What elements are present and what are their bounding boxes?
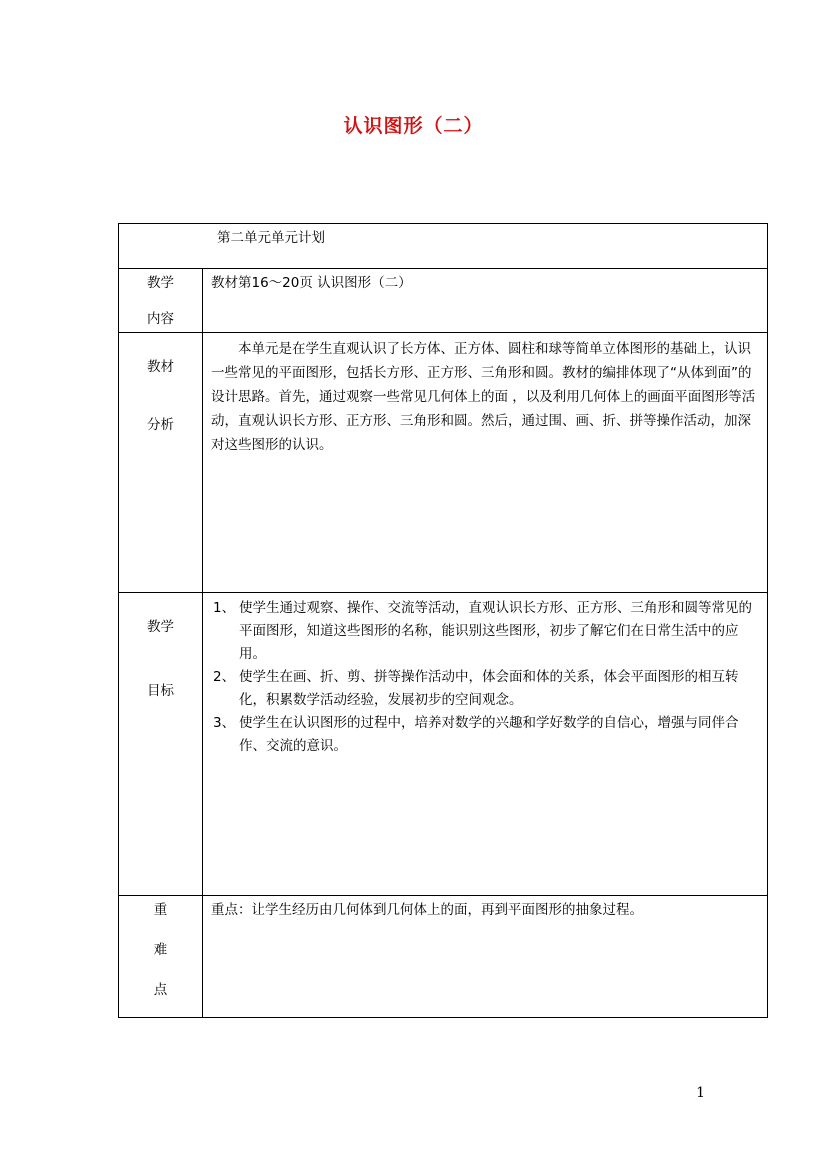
row-label-line: 重 [153,902,168,918]
row-label-line: 教学 [147,619,174,635]
row-label-content [119,269,203,333]
row-value-analysis [203,333,768,593]
goals-list [213,597,761,758]
analysis-text: 本单元是在学生直观认识了长方体、正方体、圆柱和球等简单立体图形的基础上，认识一些常见的平面图形，包括长方形、正方形、三角形和圆。教材的编排体现了“从体到面”的设计思路。首先，通过观察一些常见几何体上的面 ，以及利用几何体上的画面平面图形等活动，直观认识长方形、正方形、三角形和圆。然后，通过围、画、折、拼等操作活动，加深对这些图形的认识。 [211,341,756,453]
list-item [213,712,761,758]
unit-plan-header-cell [119,224,768,269]
row-value-content [203,269,768,333]
row-label-key-points [119,896,203,1018]
content-text: 教材第16～20页 认识图形（二） [211,275,412,291]
row-label-line: 内容 [147,311,174,327]
table-row [119,333,768,593]
unit-plan-heading: 第二单元单元计划 [217,230,325,246]
table-row [119,269,768,333]
unit-plan-table [118,223,768,1018]
row-label-line: 教学 [147,275,174,291]
key-points-text: 重点：让学生经历由几何体到几何体上的面，再到平面图形的抽象过程。 [211,902,643,918]
row-value-goals [203,593,768,896]
list-item [213,666,761,712]
goal-number: 2、 [213,669,236,685]
goal-text: 使学生在画、折、剪、拼等操作活动中，体会面和体的关系，体会平面图形的相互转化，积累数学活动经验，发展初步的空间观念。 [239,669,739,708]
goal-number: 1、 [213,600,236,616]
row-label-line: 点 [153,982,168,998]
document-title: 认识图形（二） [343,115,484,137]
page-number: 1 [696,1085,705,1101]
row-value-key-points [203,896,768,1018]
table-row [119,593,768,896]
row-label-line: 分析 [147,417,174,433]
row-label-goals [119,593,203,896]
goal-text: 使学生在认识图形的过程中，培养对数学的兴趣和学好数学的自信心，增强与同伴合作、交流的意识。 [239,715,739,754]
row-label-line: 目标 [147,683,174,699]
table-row [119,896,768,1018]
row-label-line: 教材 [147,359,174,375]
row-label-analysis [119,333,203,593]
table-row [119,224,768,269]
list-item [213,597,761,666]
goal-number: 3、 [213,715,236,731]
goal-text: 使学生通过观察、操作、交流等活动，直观认识长方形、正方形、三角形和圆等常见的平面图形，知道这些图形的名称，能识别这些图形，初步了解它们在日常生活中的应用。 [239,600,752,662]
row-label-line: 难 [153,942,168,958]
